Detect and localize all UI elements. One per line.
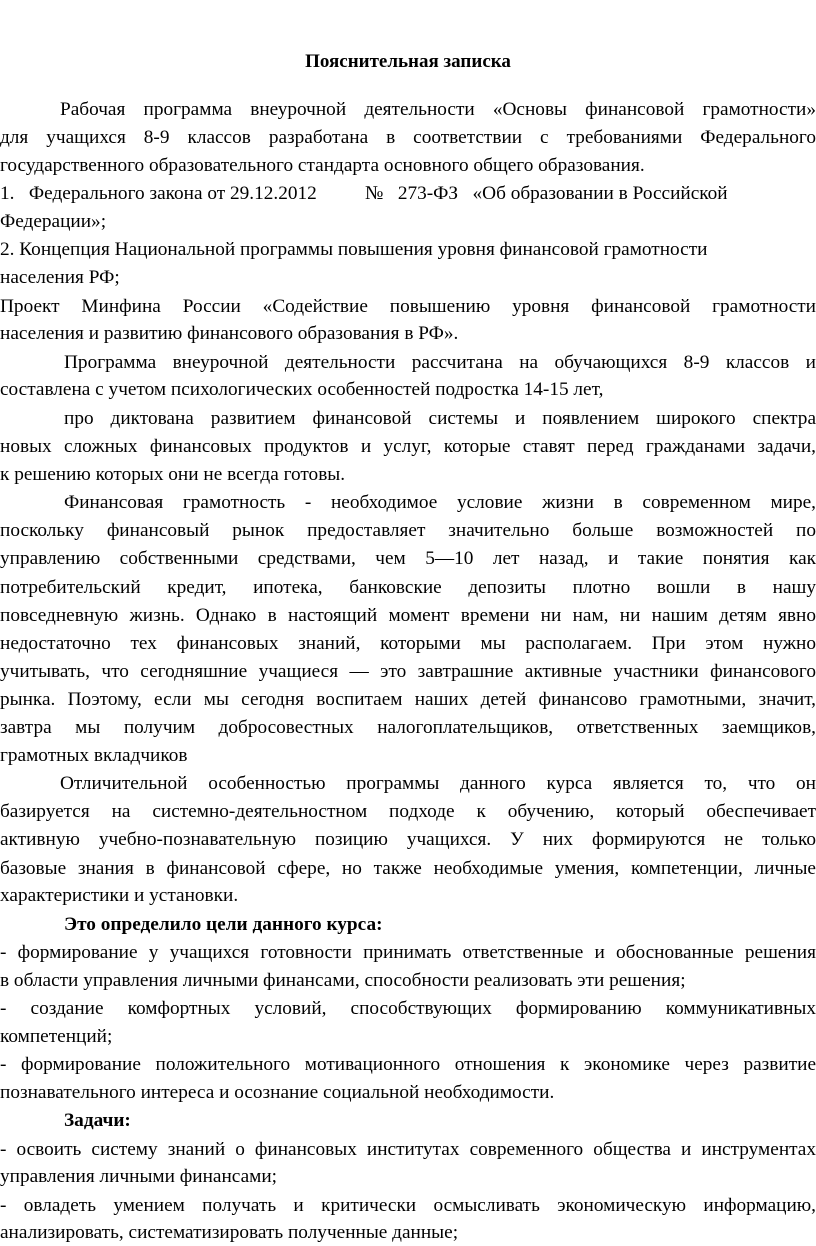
text-line: потребительский кредит, ипотека, банковские депозиты плотно вошли в нашу xyxy=(0,577,816,598)
text-line: составлена с учетом психологических особенностей подростка 14-15 лет, xyxy=(0,379,604,400)
list-item: - освоить систему знаний о финансовых институтах современного общества и инструментах xyxy=(0,1139,816,1160)
text-line: про диктована развитием финансовой системы и появлением широкого спектра xyxy=(64,408,816,429)
text-line: новых сложных финансовых продуктов и услуг, которые ставят перед гражданами задачи, xyxy=(0,436,816,457)
text-line: учитывать, что сегодняшние учащиеся — это завтрашние активные участники финансового xyxy=(0,661,816,682)
text-line: Отличительной особенностью программы данного курса является то, что он xyxy=(60,773,816,794)
text-line: Проект Минфина России «Содействие повышению уровня финансовой грамотности xyxy=(0,296,816,317)
text-line: повседневную жизнь. Однако в настоящий момент времени ни нам, ни нашим детям явно xyxy=(0,605,816,626)
text-line: недостаточно тех финансовых знаний, которыми мы располагаем. При этом нужно xyxy=(0,633,816,654)
text-line: поскольку финансовый рынок предоставляет значительно больше возможностей по xyxy=(0,520,816,541)
text-line: населения РФ; xyxy=(0,267,120,288)
text-line: базируется на системно-деятельностном подходе к обучению, который обеспечивает xyxy=(0,801,816,822)
text-line: Рабочая программа внеурочной деятельности «Основы финансовой грамотности» xyxy=(60,99,816,120)
section-heading-goals: Это определило цели данного курса: xyxy=(64,914,383,935)
text-line: базовые знания в финансовой сфере, но также необходимые умения, компетенции, личные xyxy=(0,858,816,879)
list-item: - формирование положительного мотивационного отношения к экономике через развитие xyxy=(0,1054,816,1075)
list-item-continued: анализировать, систематизировать полученные данные; xyxy=(0,1222,459,1243)
text-line: Программа внеурочной деятельности рассчитана на обучающихся 8-9 классов и xyxy=(64,352,816,373)
list-item-continued: в области управления личными финансами, способности реализовать эти решения; xyxy=(0,970,686,991)
list-item-continued: управления личными финансами; xyxy=(0,1166,277,1187)
text-line: активную учебно-познавательную позицию учащихся. У них формируются не только xyxy=(0,829,816,850)
text-line: к решению которых они не всегда готовы. xyxy=(0,464,346,485)
list-item: - формирование у учащихся готовности принимать ответственные и обоснованные решения xyxy=(0,942,816,963)
list-item: - овладеть умением получать и критически осмысливать экономическую информацию, xyxy=(0,1195,816,1216)
text-line: характеристики и установки. xyxy=(0,885,239,906)
text-line: управлению собственными средствами, чем 5—10 лет назад, и такие понятия как xyxy=(0,548,816,569)
text-line: для учащихся 8-9 классов разработана в соответствии с требованиями Федерального xyxy=(0,127,816,148)
text-line: населения и развитию финансового образования в РФ». xyxy=(0,323,459,344)
text-line: Федерации»; xyxy=(0,211,107,232)
list-item-continued: познавательного интереса и осознание социальной необходимости. xyxy=(0,1082,555,1103)
list-item-continued: компетенций; xyxy=(0,1026,113,1047)
text-line: 2. Концепция Национальной программы повышения уровня финансовой грамотности xyxy=(0,239,708,260)
text-line: Финансовая грамотность - необходимое условие жизни в современном мире, xyxy=(64,492,816,513)
list-item: - создание комфортных условий, способствующих формированию коммуникативных xyxy=(0,998,816,1019)
section-heading-tasks: Задачи: xyxy=(64,1110,131,1131)
text-line: завтра мы получим добросовестных налогоплательщиков, ответственных заемщиков, xyxy=(0,717,816,738)
text-line: государственного образовательного стандарта основного общего образования. xyxy=(0,155,645,176)
document-title: Пояснительная записка xyxy=(305,51,511,72)
text-line: 1. Федерального закона от 29.12.2012 № 273-ФЗ «Об образовании в Российской xyxy=(0,183,728,204)
text-line: грамотных вкладчиков xyxy=(0,745,188,766)
text-line: рынка. Поэтому, если мы сегодня воспитаем наших детей финансово грамотными, значит, xyxy=(0,689,816,710)
